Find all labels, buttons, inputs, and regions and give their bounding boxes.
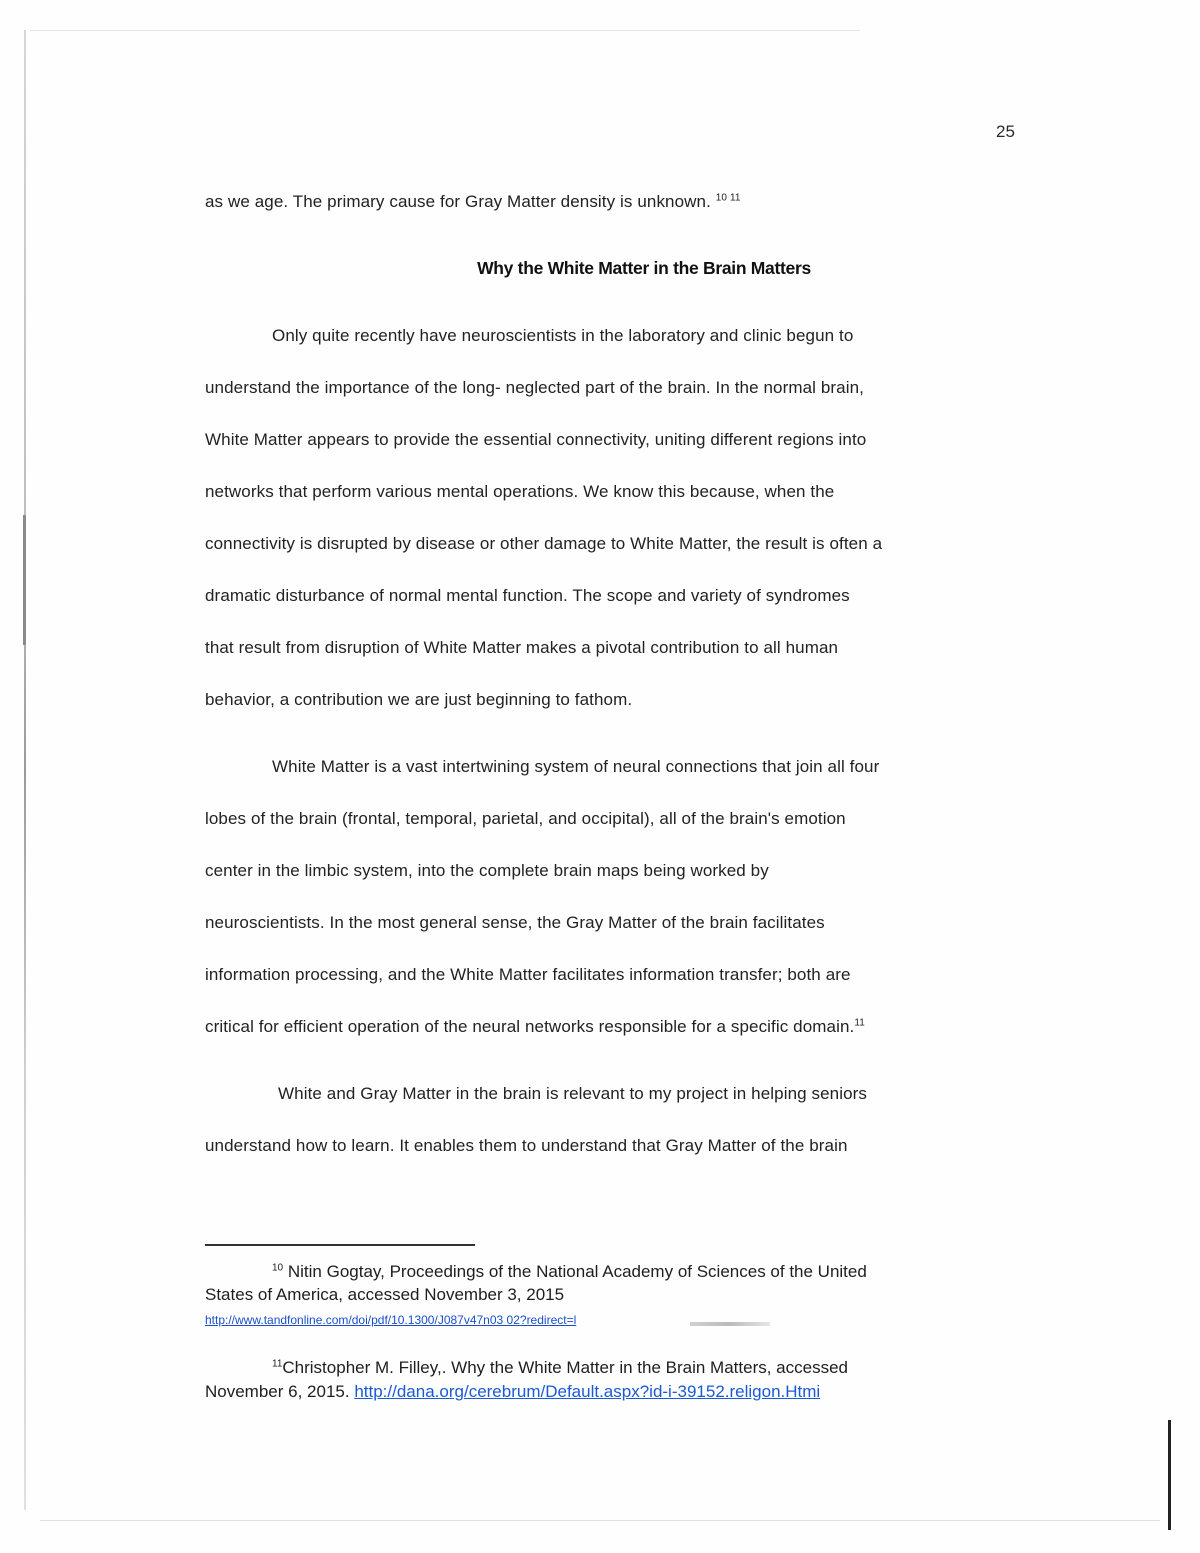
paragraph1-line: that result from disruption of White Matter makes a pivotal contribution to all human [205,638,839,657]
paragraph2-line: critical for efficient operation of the neural networks responsible for a specific domain. [205,1017,855,1036]
footnote-ref: 11 [854,1017,865,1029]
scan-edge-right [1168,1420,1171,1530]
scan-edge-bottom [40,1520,1160,1521]
scan-edge-top [30,30,860,31]
scan-smudge [690,1322,770,1326]
paragraph1-line: White Matter appears to provide the essential connectivity, uniting different regions into [205,430,867,449]
opening-line [205,192,741,212]
page-number: 25 [996,122,1015,141]
paragraph1-line: dramatic disturbance of normal mental function. The scope and variety of syndromes [205,586,850,605]
scan-edge-left [24,30,26,1510]
scan-edge-left-mark [23,515,26,645]
footnote-11-line2 [205,1382,820,1402]
paragraph1-line: behavior, a contribution we are just beginning to fathom. [205,690,633,709]
footnote-ref: 10 11 [715,192,741,204]
footnote-10-link[interactable]: http://www.tandfonline.com/doi/pdf/10.1300/J087v47n03 02?redirect=l [205,1313,577,1327]
paragraph2-line: center in the limbic system, into the complete brain maps being worked by [205,861,769,880]
paragraph3-line: understand how to learn. It enables them to understand that Gray Matter of the brain [205,1136,848,1155]
paragraph2-line: lobes of the brain (frontal, temporal, parietal, and occipital), all of the brain's emotion [205,809,846,828]
footnote-number: 11 [272,1358,283,1370]
opening-text: as we age. The primary cause for Gray Matter density is unknown. [205,192,711,211]
paragraph2-last-line [205,1017,865,1037]
paragraph2-line: neuroscientists. In the most general sense, the Gray Matter of the brain facilitates [205,913,825,932]
footnote-text: November 6, 2015. [205,1382,350,1401]
paragraph2-line: information processing, and the White Matter facilitates information transfer; both are [205,965,851,984]
footnote-separator [205,1244,475,1246]
paragraph1-line: connectivity is disrupted by disease or other damage to White Matter, the result is often a [205,534,883,553]
footnote-text: Christopher M. Filley,. Why the White Matter in the Brain Matters, accessed [282,1358,848,1377]
footnote-10-line1 [272,1262,867,1282]
footnote-number: 10 [272,1262,284,1274]
footnote-10-line2: States of America, accessed November 3, 2015 [205,1285,565,1304]
paragraph1-line: Only quite recently have neuroscientists in the laboratory and clinic begun to [272,326,854,345]
paragraph2-line: White Matter is a vast intertwining system of neural connections that join all four [272,757,880,776]
paragraph1-line: networks that perform various mental operations. We know this because, when the [205,482,835,501]
paragraph1-line: understand the importance of the long- neglected part of the brain. In the normal brain, [205,378,864,397]
footnote-text: Nitin Gogtay, Proceedings of the National Academy of Sciences of the United [287,1262,867,1281]
footnote-11-link[interactable]: http://dana.org/cerebrum/Default.aspx?id-i-39152.religon.Htmi [354,1382,821,1401]
footnote-11-line1 [272,1358,848,1378]
paragraph3-line: White and Gray Matter in the brain is relevant to my project in helping seniors [278,1084,868,1103]
section-heading: Why the White Matter in the Brain Matters [477,258,811,278]
